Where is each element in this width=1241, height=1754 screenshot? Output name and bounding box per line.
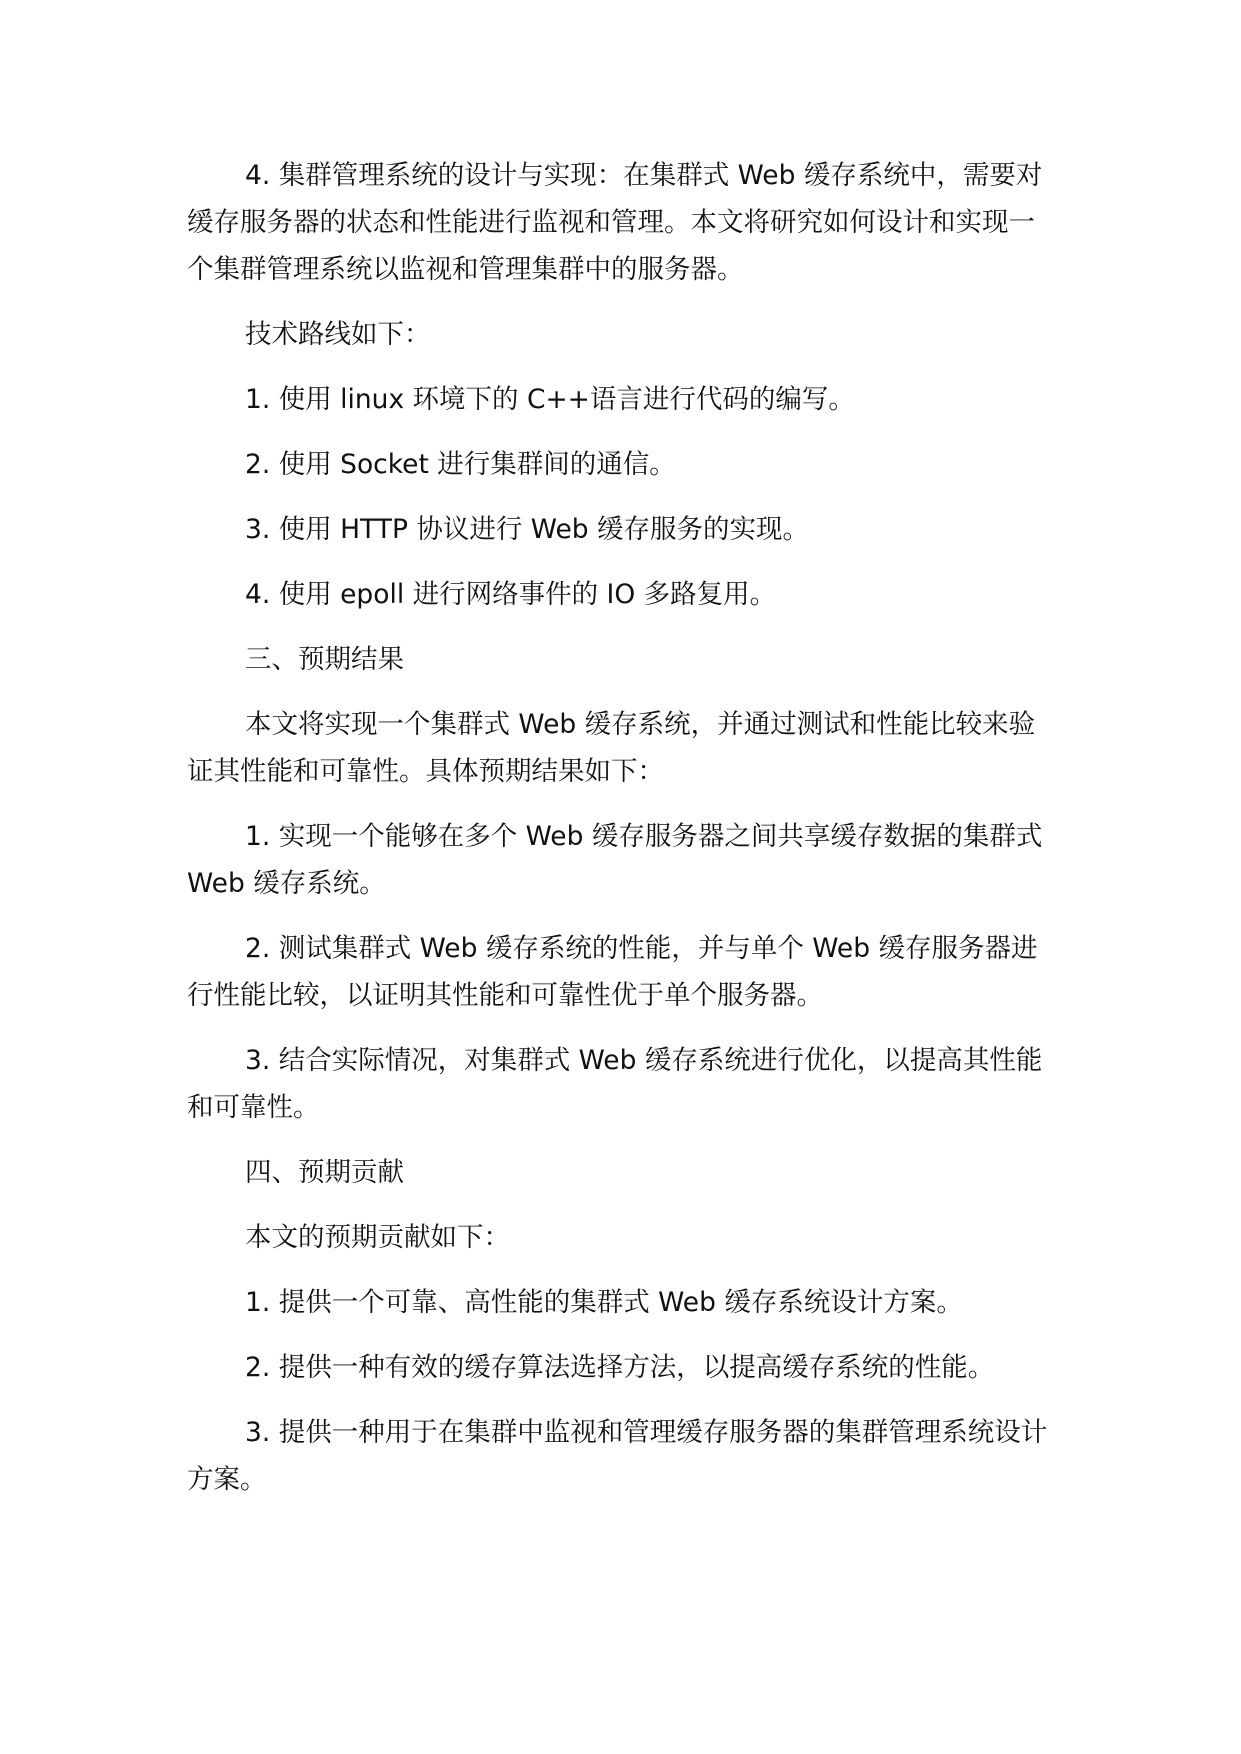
list-item-result-2: 2. 测试集群式 Web 缓存系统的性能，并与单个 Web 缓存服务器进行性能比较，以证明其性能和可靠性优于单个服务器。 xyxy=(187,933,1038,1011)
list-item-contribution-2: 2. 提供一种有效的缓存算法选择方法，以提高缓存系统的性能。 xyxy=(245,1352,995,1383)
list-item-tech-1: 1. 使用 linux 环境下的 C++语言进行代码的编写。 xyxy=(245,384,855,415)
section-heading-expected-contributions: 四、预期贡献 xyxy=(245,1157,404,1188)
paragraph-tech-route-heading: 技术路线如下： xyxy=(245,319,431,350)
list-item-tech-3: 3. 使用 HTTP 协议进行 Web 缓存服务的实现。 xyxy=(245,514,809,545)
list-item-tech-4: 4. 使用 epoll 进行网络事件的 IO 多路复用。 xyxy=(245,579,777,610)
section-heading-expected-results: 三、预期结果 xyxy=(245,644,404,675)
paragraph-results-intro: 本文将实现一个集群式 Web 缓存系统，并通过测试和性能比较来验证其性能和可靠性。具体预期结果如下： xyxy=(187,709,1036,787)
list-item-contribution-3: 3. 提供一种用于在集群中监视和管理缓存服务器的集群管理系统设计方案。 xyxy=(187,1417,1048,1495)
list-item-result-3: 3. 结合实际情况，对集群式 Web 缓存系统进行优化，以提高其性能和可靠性。 xyxy=(187,1045,1043,1123)
paragraph-cluster-management: 4. 集群管理系统的设计与实现：在集群式 Web 缓存系统中，需要对缓存服务器的状态和性能进行监视和管理。本文将研究如何设计和实现一个集群管理系统以监视和管理集群中的服务器。 xyxy=(187,160,1043,285)
list-item-tech-2: 2. 使用 Socket 进行集群间的通信。 xyxy=(245,449,676,480)
paragraph-contributions-intro: 本文的预期贡献如下： xyxy=(245,1222,510,1253)
list-item-result-1: 1. 实现一个能够在多个 Web 缓存服务器之间共享缓存数据的集群式 Web 缓存系统。 xyxy=(187,821,1043,899)
document-body xyxy=(187,152,1055,1521)
list-item-contribution-1: 1. 提供一个可靠、高性能的集群式 Web 缓存系统设计方案。 xyxy=(245,1287,963,1318)
